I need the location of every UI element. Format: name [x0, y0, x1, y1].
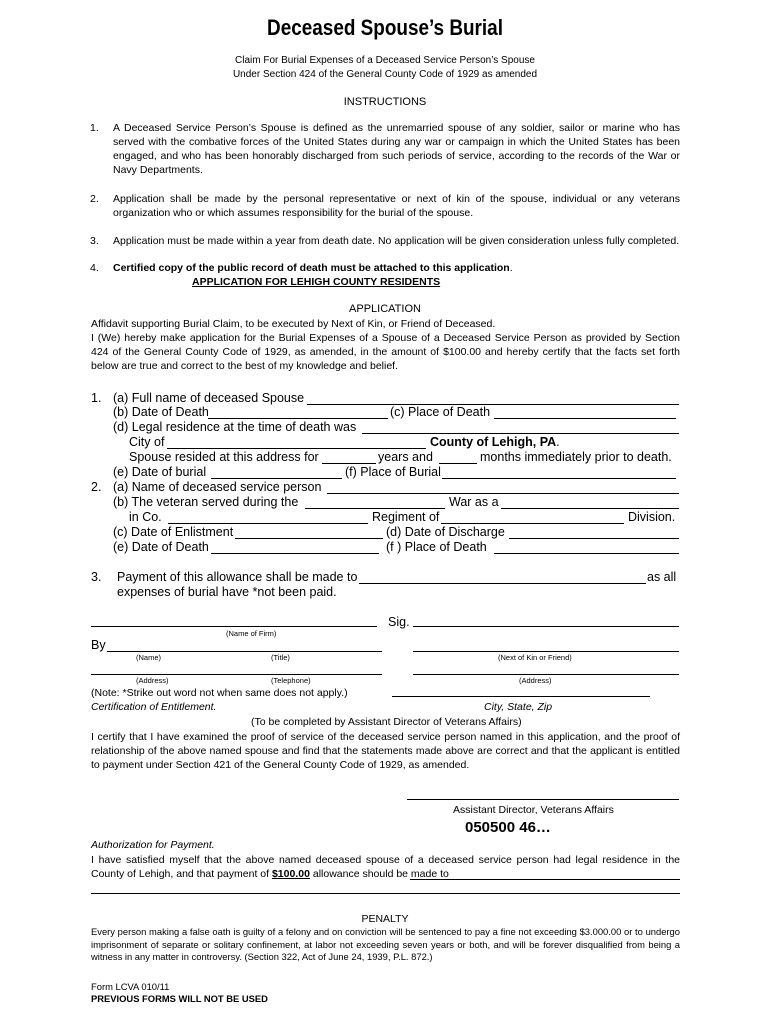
- certification-paragraph: I certify that I have examined the proof of service of the deceased service person named in this application, and the proof of relationship of the above named spouse and find that the statements made above are correct and that the applicant is entitled to payment under Section 421 of the General County Code of 1929, as amended.: [91, 731, 680, 771]
- assistant-director-caption: Assistant Director, Veterans Affairs: [453, 804, 614, 816]
- certification-heading: Certification of Entitlement.: [91, 701, 217, 713]
- affidavit-paragraph: I (We) hereby make application for the Burial Expenses of a Spouse of a Deceased Service Person as provided by Section 424 of the General County Code of 1929, as amended, in the amount of $100.00 and hereby certify that the facts set forth below are true and correct to the best of my knowledge and belief.: [91, 332, 680, 372]
- q1c-label: (c) Place of Death: [390, 405, 491, 419]
- instruction-number: 4.: [90, 262, 99, 274]
- instruction-text: Application must be made within a year from death date. No application will be given consideration unless fully completed.: [113, 235, 680, 247]
- county-name: County of Lehigh, PA: [430, 435, 557, 449]
- penalty-paragraph: Every person making a false oath is guilty of a felony and on conviction will be sentenced to pay a fine not exceeding $3.000.00 or to undergo imprisonment of separate or solitary confinement, at labor not exceeding seven years or both, and will be forever disqualified from being a witness in any matter in controversy. (Section 322, Act of June 24, 1939, P.L. 872.): [91, 926, 680, 962]
- subtitle-section: Under Section 424 of the General County Code of 1929 as amended: [232, 69, 538, 80]
- form-number: Form LCVA 010/11: [91, 981, 170, 992]
- q1d-label: (d) Legal residence at the time of death was: [113, 420, 357, 434]
- q2c-label: (c) Date of Enlistment: [113, 525, 234, 539]
- q3-continuation: expenses of burial have *not been paid.: [117, 585, 337, 599]
- certification-subheading: (To be completed by Assistant Director of Veterans Affairs): [251, 716, 522, 728]
- payment-to-field[interactable]: [359, 583, 646, 584]
- q2a-label: (a) Name of deceased service person: [113, 480, 322, 494]
- q1e-label: (e) Date of burial: [113, 465, 207, 479]
- q2f-label: (f ) Place of Death: [386, 540, 487, 554]
- months-label: months immediately prior to death.: [480, 450, 672, 464]
- firm-address-field[interactable]: [91, 674, 382, 675]
- county-label: [430, 435, 560, 450]
- q3-number: 3.: [91, 570, 102, 584]
- instruction-bold-text: Certified copy of the public record of death must be attached to this application: [113, 262, 510, 274]
- account-code: 050500 46…: [465, 819, 551, 836]
- page-title: Deceased Spouse’s Burial: [267, 15, 503, 40]
- years-and-label: years and: [378, 450, 433, 464]
- signature-field[interactable]: [413, 626, 679, 627]
- date-of-enlistment-field[interactable]: [235, 538, 383, 539]
- spouse-place-of-death-field[interactable]: [494, 418, 676, 419]
- veteran-date-of-death-field[interactable]: [211, 553, 379, 554]
- application-heading: APPLICATION: [349, 303, 421, 315]
- q3-label: Payment of this allowance shall be made to: [117, 570, 358, 584]
- instructions-heading: INSTRUCTIONS: [343, 96, 427, 108]
- deceased-spouse-name-field[interactable]: [307, 404, 679, 405]
- instruction-number: 1.: [90, 122, 99, 134]
- q2-number: 2.: [91, 480, 102, 494]
- q1b-label: (b) Date of Death: [113, 405, 209, 419]
- regiment-of-label: Regiment of: [372, 510, 440, 524]
- instruction-number: 2.: [90, 193, 99, 205]
- instruction-text: Application shall be made by the personal representative or next of kin of the spouse, individual or any veterans organization who or which assumes responsibility for the burial of the spouse.: [113, 193, 680, 219]
- affidavit-line: Affidavit supporting Burial Claim, to be executed by Next of Kin, or Friend of Deceased.: [91, 318, 496, 330]
- telephone-caption: (Telephone): [271, 676, 311, 685]
- next-of-kin-caption: (Next of Kin or Friend): [498, 653, 572, 662]
- authorization-heading: Authorization for Payment.: [91, 839, 215, 851]
- note-text: (Note: *Strike out word not when same does not apply.): [91, 687, 348, 699]
- city-state-zip-caption: City, State, Zip: [484, 701, 553, 713]
- city-of-label: City of: [129, 435, 165, 449]
- as-all-label: as all: [647, 570, 677, 584]
- place-of-burial-field[interactable]: [442, 478, 676, 479]
- in-co-label: in Co.: [129, 510, 162, 524]
- penalty-heading: PENALTY: [361, 913, 409, 925]
- q2e-label: (e) Date of Death: [113, 540, 209, 554]
- signer-address-field[interactable]: [413, 674, 679, 675]
- firm-name-field[interactable]: [91, 626, 377, 627]
- name-of-firm-caption: (Name of Firm): [226, 629, 277, 638]
- years-field[interactable]: [322, 463, 376, 464]
- authorization-amount: $100.00: [271, 868, 310, 880]
- date-of-discharge-field[interactable]: [509, 538, 679, 539]
- payee-continuation-field[interactable]: [91, 893, 680, 894]
- instruction-text: A Deceased Service Person’s Spouse is defined as the unremarried spouse of any soldier, sailor or marine who has served with the combative forces of the United States during any war or campaign in which the United States has been engaged, and who has been honorably discharged from such periods of service, according to the records of the War or Navy Departments.: [113, 122, 680, 176]
- sig-label: Sig.: [388, 615, 410, 629]
- name-caption: (Name): [136, 653, 162, 662]
- q1-number: 1.: [91, 391, 102, 405]
- regiment-field[interactable]: [441, 523, 624, 524]
- spouse-date-of-death-field[interactable]: [208, 418, 388, 419]
- authorization-text-end: allowance should be made to: [309, 868, 449, 880]
- by-name-field[interactable]: [107, 651, 382, 652]
- q1f-label: (f) Place of Burial: [345, 465, 441, 479]
- assistant-director-signature-field[interactable]: [407, 799, 679, 800]
- title-caption: (Title): [271, 653, 290, 662]
- war-as-label: War as a: [449, 495, 499, 509]
- address-caption: (Address): [519, 676, 552, 685]
- lehigh-heading: APPLICATION FOR LEHIGH COUNTY RESIDENTS: [192, 276, 441, 288]
- authorization-text: I have satisfied myself that the above named deceased spouse of a deceased service person had legal residence in the County of Lehigh, and that payment of: [91, 854, 680, 880]
- legal-residence-field[interactable]: [362, 433, 679, 434]
- date-of-burial-field[interactable]: [211, 478, 342, 479]
- q2b-label: (b) The veteran served during the: [113, 495, 299, 509]
- address-caption: (Address): [136, 676, 169, 685]
- q2d-label: (d) Date of Discharge: [386, 525, 505, 539]
- city-state-zip-field[interactable]: [392, 696, 650, 697]
- war-served-field[interactable]: [305, 508, 445, 509]
- by-label: By: [91, 638, 106, 652]
- next-of-kin-field[interactable]: [413, 651, 679, 652]
- q1a-label: (a) Full name of deceased Spouse: [113, 391, 305, 405]
- instruction-end: .: [509, 262, 513, 274]
- division-label: Division.: [628, 510, 676, 524]
- months-field[interactable]: [439, 463, 477, 464]
- county-end: .: [556, 435, 560, 449]
- payee-field[interactable]: [410, 879, 680, 880]
- subtitle-claim: Claim For Burial Expenses of a Deceased Service Person’s Spouse: [235, 55, 535, 66]
- spouse-resided-label: Spouse resided at this address for: [129, 450, 319, 464]
- authorization-paragraph: [91, 853, 680, 881]
- instruction-number: 3.: [90, 235, 99, 247]
- city-field[interactable]: [167, 448, 426, 449]
- previous-forms-notice: PREVIOUS FORMS WILL NOT BE USED: [91, 993, 268, 1004]
- instruction-text: [113, 261, 680, 275]
- company-field[interactable]: [168, 523, 368, 524]
- veteran-place-of-death-field[interactable]: [494, 553, 679, 554]
- rank-field[interactable]: [501, 508, 679, 509]
- service-person-name-field[interactable]: [327, 493, 679, 494]
